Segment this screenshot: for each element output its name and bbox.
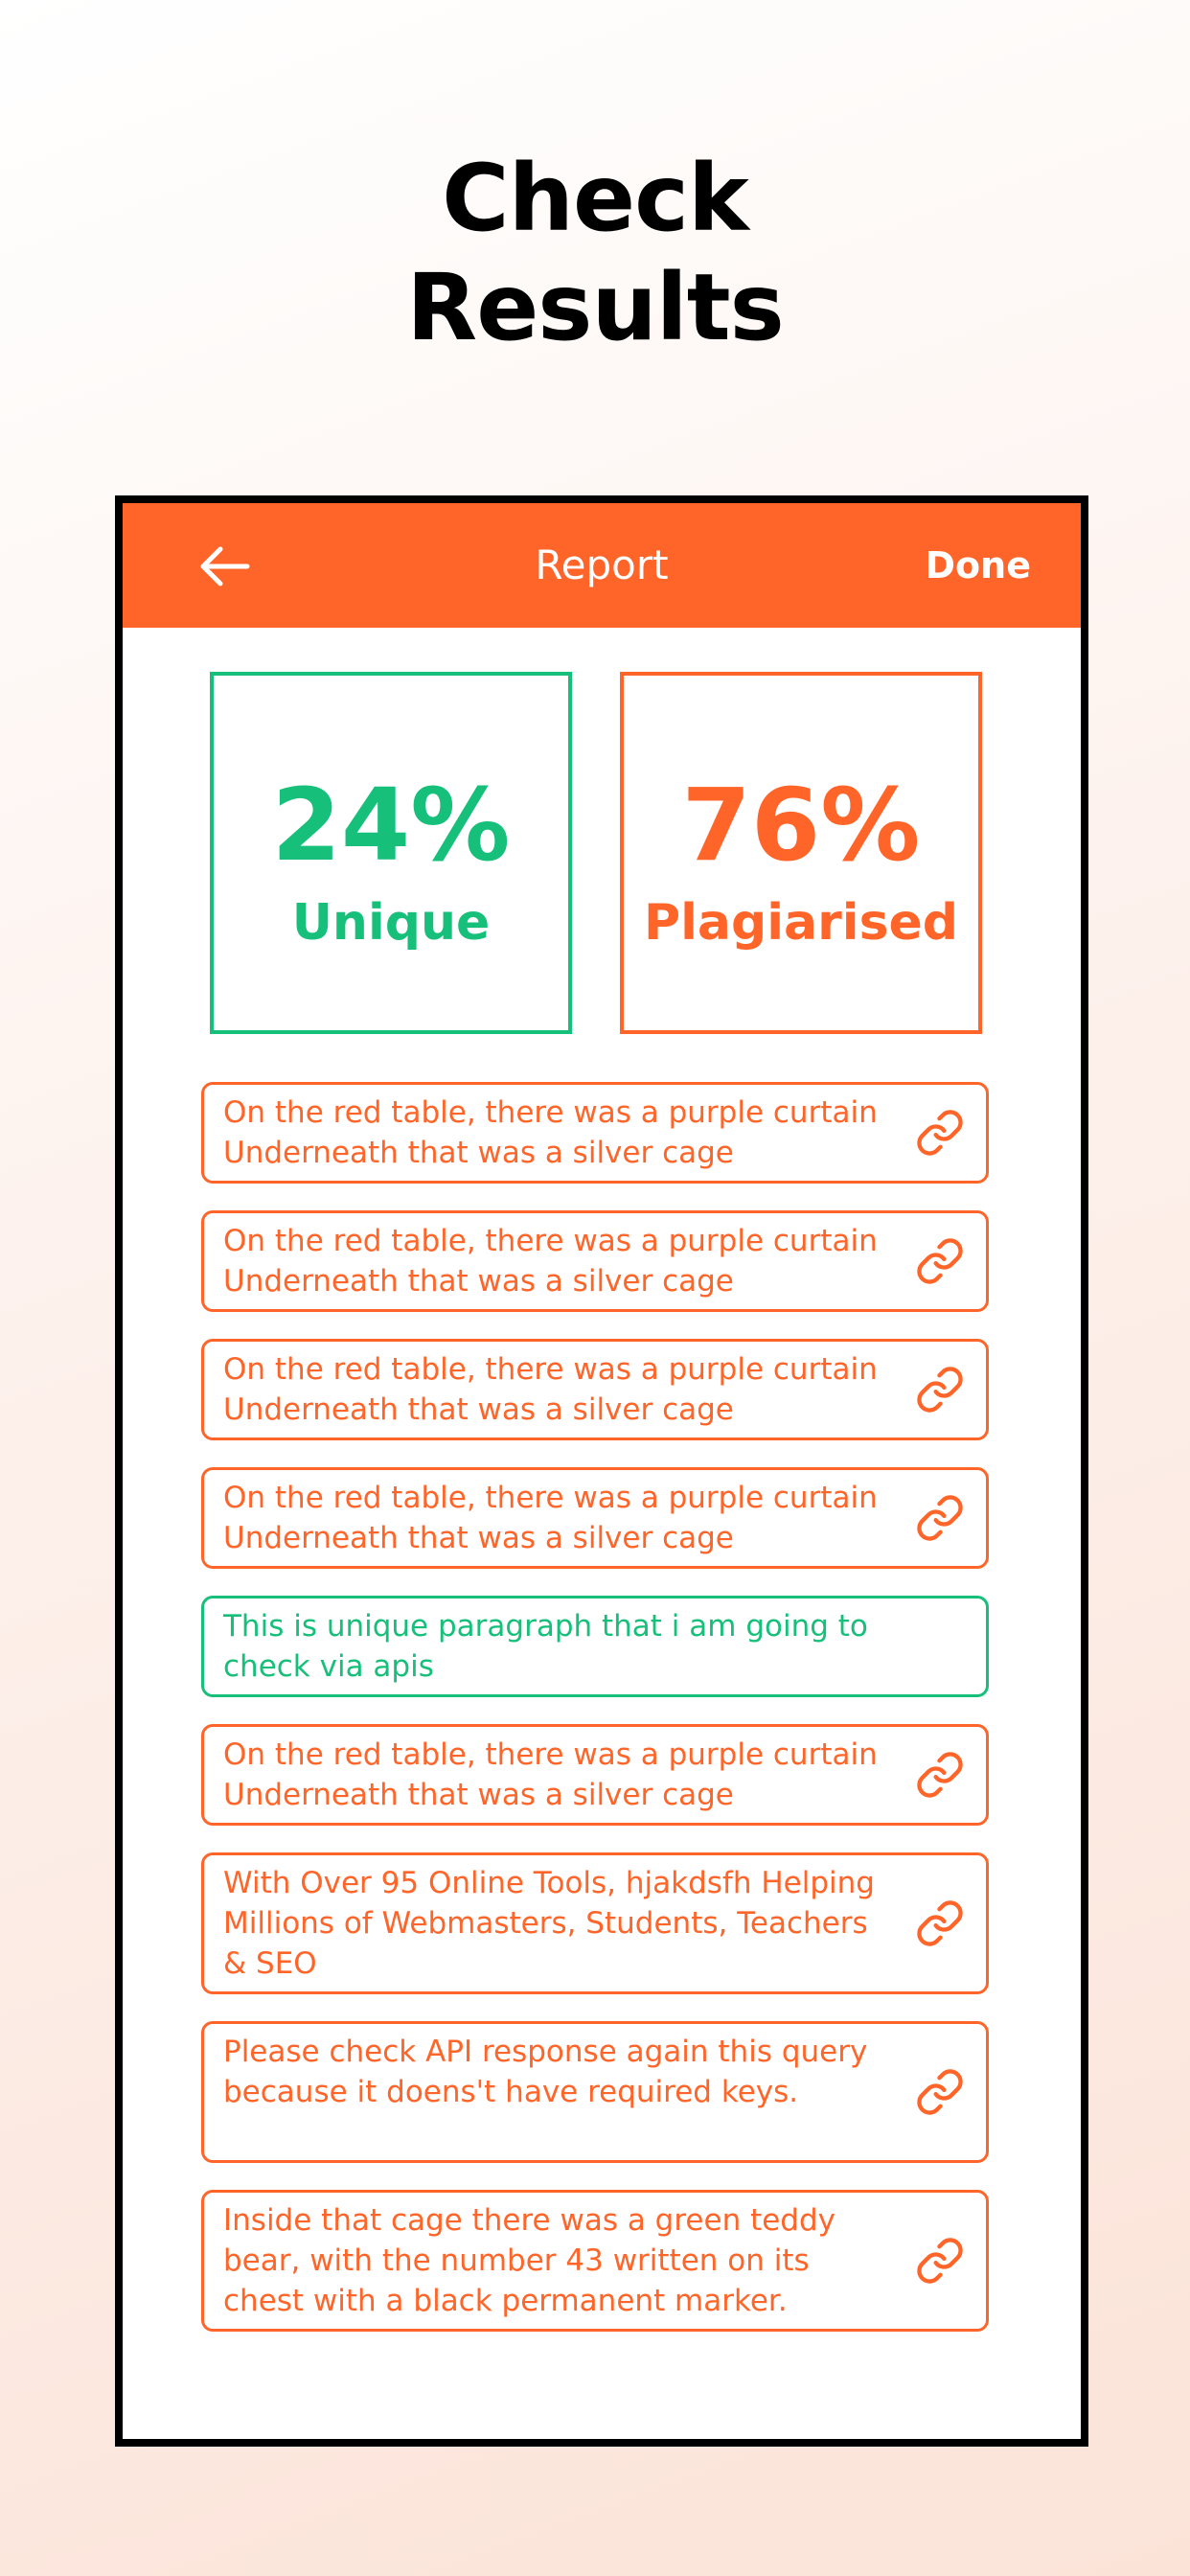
link-icon[interactable]	[915, 1898, 965, 1948]
link-icon[interactable]	[915, 1236, 965, 1286]
result-item[interactable]	[201, 1724, 989, 1826]
plagiarised-score-card	[620, 672, 982, 1034]
promo-headline	[0, 144, 1190, 362]
unique-score-card	[210, 672, 572, 1034]
result-list	[201, 1082, 989, 2358]
unique-percentage: 24%	[271, 767, 511, 884]
result-text: With Over 95 Online Tools, hjakdsfh Helping Millions of Webmasters, Students, Teachers & SEO	[223, 1866, 875, 1981]
result-item-unique[interactable]	[201, 1596, 989, 1697]
result-item[interactable]	[201, 1082, 989, 1184]
result-item[interactable]	[201, 2190, 989, 2332]
result-text: On the red table, there was a purple curtain Underneath that was a silver cage	[223, 1095, 878, 1170]
page-title: Report	[535, 541, 669, 588]
result-text: On the red table, there was a purple curtain Underneath that was a silver cage	[223, 1737, 878, 1812]
result-item[interactable]	[201, 1210, 989, 1312]
result-text: This is unique paragraph that i am going to check via apis	[223, 1609, 868, 1684]
link-icon[interactable]	[915, 1365, 965, 1414]
link-icon[interactable]	[915, 1493, 965, 1543]
arrow-left-icon	[197, 545, 251, 587]
unique-label: Unique	[291, 894, 491, 952]
plagiarised-percentage: 76%	[681, 767, 921, 884]
result-text: Inside that cage there was a green teddy bear, with the number 43 written on its chest with a black permanent marker.	[223, 2203, 835, 2318]
link-icon[interactable]	[915, 2067, 965, 2117]
result-text: On the red table, there was a purple curtain Underneath that was a silver cage	[223, 1224, 878, 1299]
result-item[interactable]	[201, 2021, 989, 2163]
link-icon[interactable]	[915, 2236, 965, 2286]
result-item[interactable]	[201, 1852, 989, 1994]
result-item[interactable]	[201, 1467, 989, 1569]
promo-headline-line-2: Results	[406, 254, 784, 361]
plagiarised-label: Plagiarised	[643, 894, 959, 952]
promo-headline-line-1: Check	[442, 145, 748, 252]
link-icon[interactable]	[915, 1750, 965, 1800]
result-text: On the red table, there was a purple curtain Underneath that was a silver cage	[223, 1352, 878, 1427]
back-button[interactable]	[197, 545, 251, 587]
result-text: On the red table, there was a purple curtain Underneath that was a silver cage	[223, 1481, 878, 1555]
done-button[interactable]: Done	[925, 544, 1031, 586]
link-icon[interactable]	[915, 1108, 965, 1158]
device-frame	[115, 495, 1088, 2447]
app-bar	[123, 503, 1081, 628]
result-text: Please check API response again this query because it doens't have required keys.	[223, 2035, 868, 2109]
result-item[interactable]	[201, 1339, 989, 1440]
